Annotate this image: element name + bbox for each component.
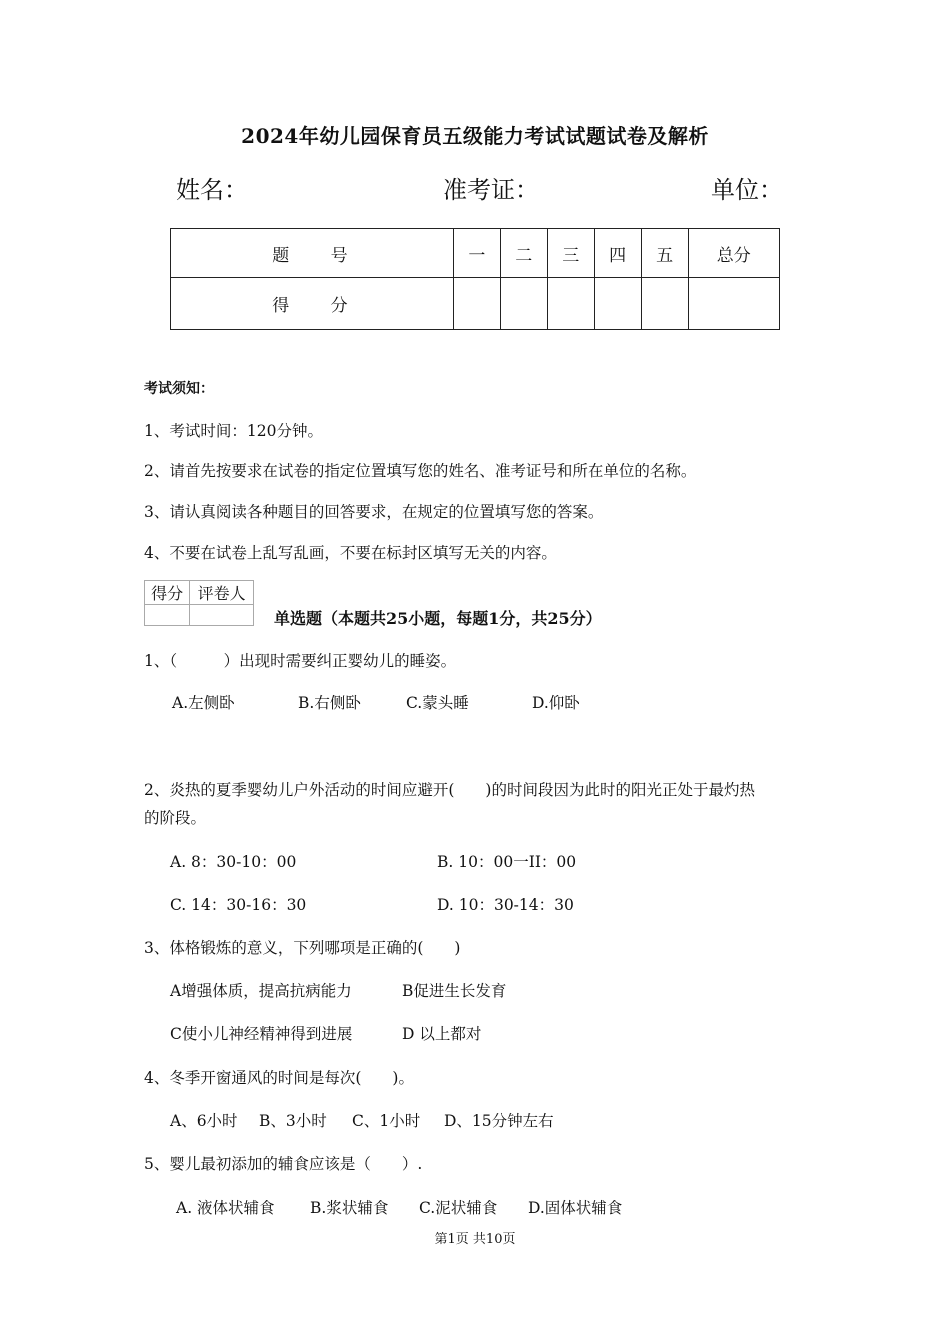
question-option: A、6小时 xyxy=(170,1112,238,1130)
score-table xyxy=(170,228,780,330)
grader-reviewer-label: 评卷人 xyxy=(190,581,254,605)
question-stem: 4、冬季开窗通风的时间是每次( )。 xyxy=(144,1069,414,1087)
page-title: 2024年幼儿园保育员五级能力考试试题试卷及解析 xyxy=(241,124,709,148)
question-option: A.左侧卧 xyxy=(172,694,235,712)
score-table-header-row xyxy=(171,229,780,278)
question-stem-continued: 的阶段。 xyxy=(144,809,207,827)
score-table-score-row xyxy=(171,278,780,330)
note-item: 1、考试时间：120分钟。 xyxy=(144,422,323,440)
question-option: D.仰卧 xyxy=(532,694,580,712)
page-footer: 第1页 共10页 xyxy=(434,1232,516,1247)
score-table-header-4: 四 xyxy=(594,229,641,278)
grader-score-label: 得分 xyxy=(145,581,190,605)
grader-box xyxy=(144,580,254,626)
question-option: D.固体状辅食 xyxy=(528,1199,623,1217)
exam-id-field-label: 准考证： xyxy=(443,176,539,204)
score-cell[interactable] xyxy=(594,278,641,330)
notes-heading: 考试须知： xyxy=(144,381,214,397)
question-option: D、15分钟左右 xyxy=(444,1112,554,1130)
question-stem: 2、炎热的夏季婴幼儿户外活动的时间应避开( )的时间段因为此时的阳光正处于最灼热 xyxy=(144,781,755,799)
score-cell[interactable] xyxy=(641,278,688,330)
score-table-header-1: 一 xyxy=(453,229,500,278)
question-option: B促进生长发育 xyxy=(402,982,507,1000)
score-table-header-3: 三 xyxy=(547,229,594,278)
grader-reviewer-cell[interactable] xyxy=(190,605,254,626)
score-table-header-total: 总分 xyxy=(688,229,779,278)
question-option: B、3小时 xyxy=(259,1112,327,1130)
question-option: B.右侧卧 xyxy=(298,694,361,712)
score-table-header-label: 题 号 xyxy=(171,229,454,278)
score-cell-total[interactable] xyxy=(688,278,779,330)
score-cell[interactable] xyxy=(453,278,500,330)
note-item: 3、请认真阅读各种题目的回答要求，在规定的位置填写您的答案。 xyxy=(144,503,604,521)
score-cell[interactable] xyxy=(500,278,547,330)
question-option: D. 10：30-14：30 xyxy=(437,896,574,914)
question-stem: 1、（ ）出现时需要纠正婴幼儿的睡姿。 xyxy=(144,652,457,670)
question-option: B.浆状辅食 xyxy=(310,1199,389,1217)
question-stem: 3、体格锻炼的意义，下列哪项是正确的( ) xyxy=(144,939,461,957)
grader-score-cell[interactable] xyxy=(145,605,190,626)
question-option: C.泥状辅食 xyxy=(419,1199,498,1217)
question-stem: 5、婴儿最初添加的辅食应该是（ ）. xyxy=(144,1155,423,1173)
question-option: D 以上都对 xyxy=(402,1025,482,1043)
note-item: 2、请首先按要求在试卷的指定位置填写您的姓名、准考证号和所在单位的名称。 xyxy=(144,462,697,480)
note-item: 4、不要在试卷上乱写乱画，不要在标封区填写无关的内容。 xyxy=(144,544,557,562)
unit-field-label: 单位： xyxy=(711,176,783,204)
score-cell[interactable] xyxy=(547,278,594,330)
question-option: C.蒙头睡 xyxy=(406,694,469,712)
question-option: A增强体质，提高抗病能力 xyxy=(170,982,352,1000)
question-option: B. 10：00一II：00 xyxy=(437,853,577,871)
score-table-header-2: 二 xyxy=(500,229,547,278)
score-table-header-5: 五 xyxy=(641,229,688,278)
question-option: C、1小时 xyxy=(352,1112,421,1130)
question-option: A. 液体状辅食 xyxy=(176,1199,275,1217)
name-field-label: 姓名： xyxy=(176,176,248,204)
question-option: C使小儿神经精神得到进展 xyxy=(170,1025,353,1043)
question-option: A. 8：30-10：00 xyxy=(170,853,297,871)
question-option: C. 14：30-16：30 xyxy=(170,896,307,914)
score-table-row-label: 得 分 xyxy=(171,278,454,330)
section-heading: 单选题（本题共25小题，每题1分，共25分） xyxy=(274,609,602,628)
